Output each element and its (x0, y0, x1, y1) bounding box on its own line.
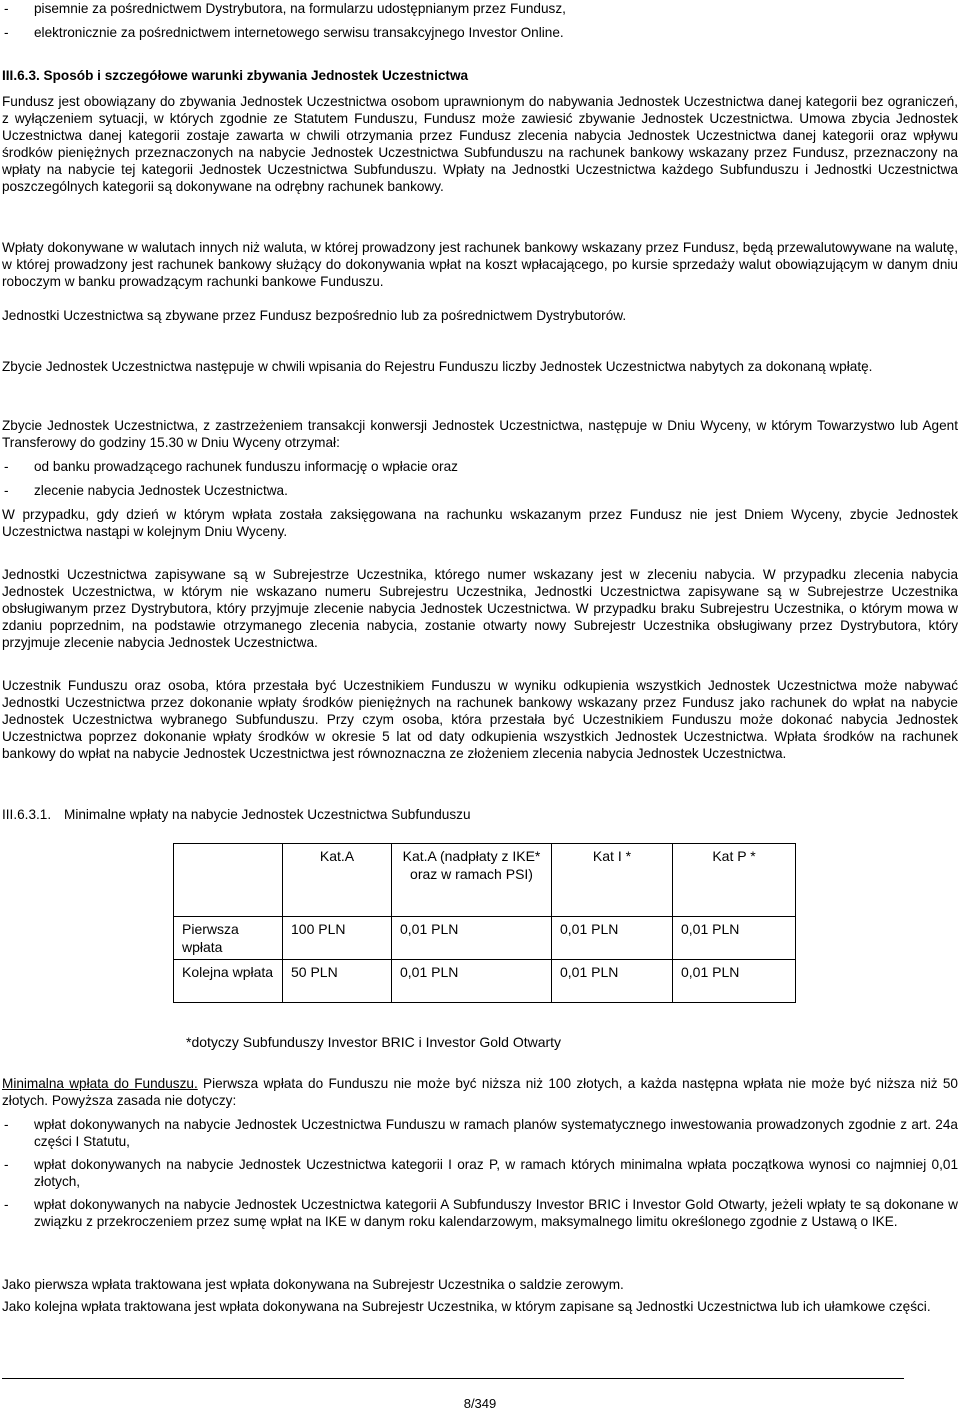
list-item-text: wpłat dokonywanych na nabycie Jednostek Uczestnictwa kategorii I oraz P, w ramach których minimalna wpłata początkowa wynosi co najmniej 0,01 złotych, (34, 1157, 958, 1189)
list-item-text: elektronicznie za pośrednictwem internetowego serwisu transakcyjnego Investor Online. (34, 25, 564, 40)
list-item (2, 0, 958, 17)
table-footnote: *dotyczy Subfunduszy Investor BRIC i Investor Gold Otwarty (186, 1034, 562, 1050)
subheading-text: Minimalne wpłaty na nabycie Jednostek Uczestnictwa Subfunduszu (64, 807, 471, 822)
table-cell: 0,01 PLN (552, 917, 673, 960)
list-item (2, 482, 958, 499)
dash: - (4, 1157, 9, 1172)
list-item-text: pisemnie za pośrednictwem Dystrybutora, na formularzu udostępnianym przez Fundusz, (34, 1, 566, 16)
table-row (174, 917, 796, 960)
section-heading: III.6.3. Sposób i szczegółowe warunki zbywania Jednostek Uczestnictwa (2, 68, 469, 83)
list-item (2, 1156, 958, 1190)
paragraph-sale-obligation: Fundusz jest obowiązany do zbywania Jednostek Uczestnictwa osobom uprawnionym do nabywania Jednostek Uczestnictwa danej kategorii bez ograniczeń, z wyłączeniem sytuacji, w których zgodnie ze Statutem Funduszu, Fundusz może zawiesić zbywanie Jednostek Uczestnictwa. Umowa zbycia Jednostek Uczestnictwa danej kategorii zostaje zawarta w chwili otrzymania przez Fundusz zlecenia nabycia Jednostek Uczestnictwa danej kategorii oraz wpływu środków pieniężnych przeznaczonych na nabycie Jednostek Uczestnictwa Subfunduszu na rachunek bankowy wskazany przez Fundusz, przeznaczony na wpłaty na nabycie tej kategorii Jednostek Uczestnictwa Subfunduszu. Wpłaty na Jednostki Uczestnictwa każdego Subfunduszu i Jednostki Uczestnictwa poszczególnych kategorii są dokonywane na odrębny rachunek bankowy. (2, 94, 958, 194)
table-row-label: Kolejna wpłata (174, 960, 283, 1003)
paragraph-currency: Wpłaty dokonywane w walutach innych niż waluta, w której prowadzony jest rachunek bankowy wskazany przez Fundusz, będą przewalutowywane na walutę, w której prowadzony jest rachunek bankowy służący do dokonywania wpłat na koszt wpłacającego, po kursie sprzedaży walut obowiązującym w danym dniu roboczym w banku prowadzącym rachunki bankowe Funduszu. (2, 240, 958, 289)
table-cell: 50 PLN (283, 960, 392, 1003)
dash: - (4, 1, 9, 16)
table-cell: 0,01 PLN (673, 917, 796, 960)
paragraph-next-payment: Jako kolejna wpłata traktowana jest wpłata dokonywana na Subrejestr Uczestnika, w którym zapisane są Jednostki Uczestnictwa lub ich ułamkowe części. (2, 1299, 931, 1314)
table-cell: 0,01 PLN (552, 960, 673, 1003)
paragraph-first-payment: Jako pierwsza wpłata traktowana jest wpłata dokonywana na Subrejestr Uczestnika o saldzie zerowym. (2, 1277, 624, 1292)
subheading (2, 806, 958, 823)
paragraph-min-fund-payment (2, 1075, 958, 1109)
table-cell: 0,01 PLN (392, 960, 552, 1003)
minimum-payments-table (173, 843, 796, 1003)
table-header-row (174, 844, 796, 917)
paragraph-distributors: Jednostki Uczestnictwa są zbywane przez Fundusz bezpośrednio lub za pośrednictwem Dystrybutorów. (2, 308, 627, 323)
list-item (2, 24, 958, 41)
page-number: 8/349 (463, 1396, 497, 1411)
list-item (2, 1116, 958, 1150)
table-cell: 0,01 PLN (392, 917, 552, 960)
table-row-label: Pierwsza wpłata (174, 917, 283, 960)
min-text: Pierwsza wpłata do Funduszu nie może być niższa niż 100 złotych, a każda następna wpłata nie może być niższa niż 50 złotych. Powyższa zasada nie dotyczy: (2, 1076, 958, 1108)
footer-divider (2, 1378, 904, 1379)
exceptions-list (2, 1116, 958, 1230)
min-title: Minimalna wpłata do Funduszu. (2, 1076, 198, 1091)
table-header-cell: Kat P * (673, 844, 796, 917)
table-header-cell: Kat.A (nadpłaty z IKE* oraz w ramach PSI) (392, 844, 552, 917)
dash: - (4, 459, 9, 474)
table-row (174, 960, 796, 1003)
list-item-text: zlecenie nabycia Jednostek Uczestnictwa. (34, 483, 288, 498)
subheading-number: III.6.3.1. (2, 807, 52, 822)
table-cell: 100 PLN (283, 917, 392, 960)
table-header-empty (174, 844, 283, 917)
valuation-conditions-list (2, 458, 958, 499)
top-list (2, 0, 958, 41)
list-item-text: wpłat dokonywanych na nabycie Jednostek Uczestnictwa Funduszu w ramach planów systematycznego inwestowania prowadzonych zgodnie z art. 24a części I Statutu, (34, 1117, 958, 1149)
table-header-cell: Kat.A (283, 844, 392, 917)
dash: - (4, 25, 9, 40)
dash: - (4, 483, 9, 498)
list-item-text: od banku prowadzącego rachunek funduszu informację o wpłacie oraz (34, 459, 458, 474)
table-header-cell: Kat I * (552, 844, 673, 917)
table-cell: 0,01 PLN (673, 960, 796, 1003)
dash: - (4, 1117, 9, 1132)
paragraph-valuation-day: Zbycie Jednostek Uczestnictwa, z zastrzeżeniem transakcji konwersji Jednostek Uczestnictwa, następuje w Dniu Wyceny, w którym Towarzystwo lub Agent Transferowy do godziny 15.30 w Dniu Wyceny otrzymał: (2, 418, 958, 450)
list-item-text: wpłat dokonywanych na nabycie Jednostek Uczestnictwa kategorii A Subfunduszy Investor BRIC i Investor Gold Otwarty, jeżeli wpłaty te są dokonane w związku z przekroczeniem przez sumę wpłat na IKE w danym roku kalendarzowym, maksymalnego limitu określonego zgodnie z Ustawą o IKE. (34, 1197, 958, 1229)
list-item (2, 1196, 958, 1230)
paragraph-former-participant: Uczestnik Funduszu oraz osoba, która przestała być Uczestnikiem Funduszu w wyniku odkupienia wszystkich Jednostek Uczestnictwa może nabywać Jednostki Uczestnictwa przez dokonanie wpłaty środków pieniężnych na rachunek bankowy wskazany przez Fundusz jako rachunek do wpłat na nabycie Jednostek Uczestnictwa wybranego Subfunduszu. Przy czym osoba, która przestała być Uczestnikiem Funduszu może dokonać nabycia Jednostek Uczestnictwa poprzez dokonanie wpłaty środków w okresie 5 lat od daty odkupienia wszystkich Jednostek Uczestnictwa. Wpłata środków na rachunek bankowy do wpłat na nabycie Jednostek Uczestnictwa jest równoznaczna ze złożeniem zlecenia nabycia Jednostek Uczestnictwa. (2, 678, 958, 761)
paragraph-register-entry: Zbycie Jednostek Uczestnictwa następuje w chwili wpisania do Rejestru Funduszu liczby Jednostek Uczestnictwa nabytych za dokonaną wpłatę. (2, 359, 873, 374)
dash: - (4, 1197, 9, 1212)
list-item (2, 458, 958, 475)
paragraph-non-valuation-day: W przypadku, gdy dzień w którym wpłata została zaksięgowana na rachunku wskazanym przez Fundusz nie jest Dniem Wyceny, zbycie Jednostek Uczestnictwa nastąpi w kolejnym Dniu Wyceny. (2, 507, 958, 539)
paragraph-subregister: Jednostki Uczestnictwa zapisywane są w Subrejestrze Uczestnika, którego numer wskazany jest w zleceniu nabycia. W przypadku zlecenia nabycia Jednostek Uczestnictwa, w którym nie wskazano numeru Subrejestru Uczestnika, Jednostki Uczestnictwa zapisywane są w Subrejestrze Uczestnika obsługiwanym przez Dystrybutora, który przyjmuje zlecenie nabycia Jednostek Uczestnictwa. W przypadku braku Subrejestru Uczestnika, o którym mowa w zdaniu poprzednim, na podstawie otrzymanego zlecenia nabycia, zostanie otwarty nowy Subrejestr Uczestnika obsługiwany przez Dystrybutora, który przyjmuje zlecenie nabycia Jednostek Uczestnictwa. (2, 567, 958, 650)
